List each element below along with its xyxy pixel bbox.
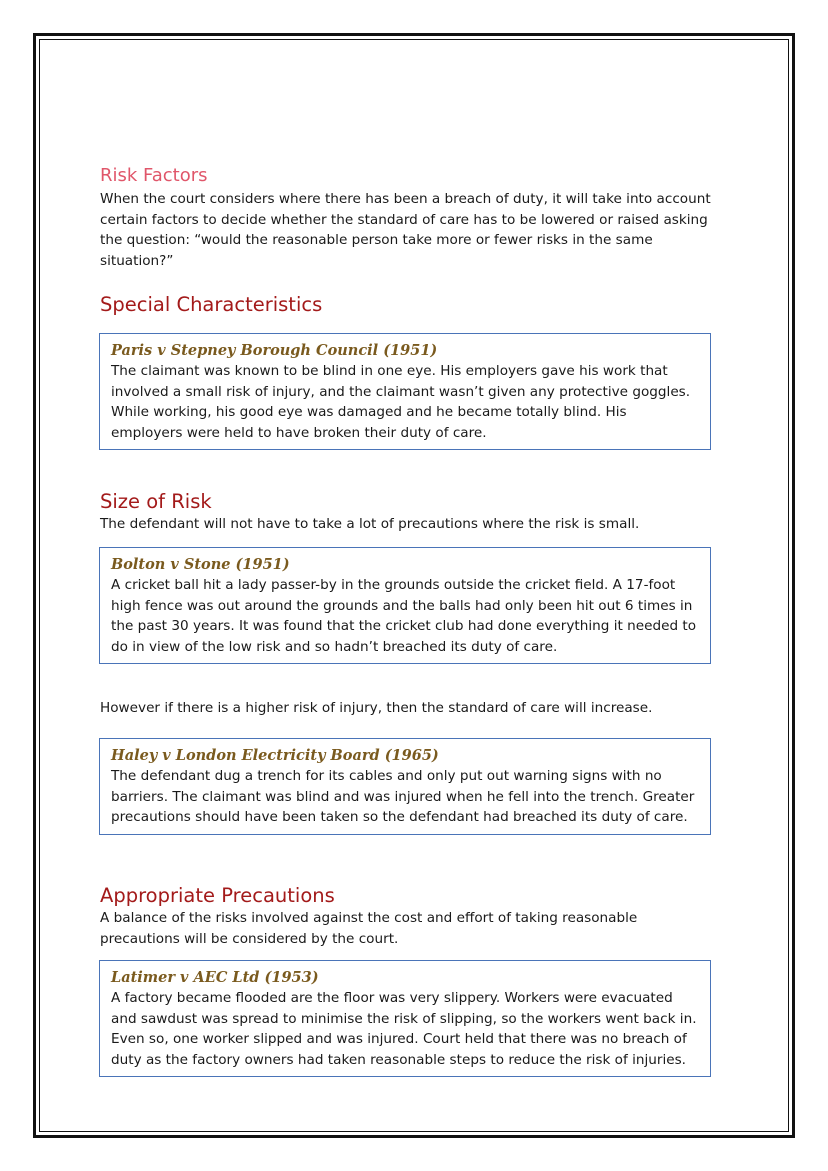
case-title-bolton: Bolton v Stone (1951)	[111, 556, 290, 573]
heading-size-of-risk: Size of Risk	[100, 490, 212, 513]
risk-factors-paragraph: When the court considers where there has been a breach of duty, it will take into account certain factors to decide whether the standard of care has to be lowered or raised asking the question: “would the reasonable person take more or fewer risks in the same situation?”	[100, 191, 711, 270]
case-box-paris	[99, 333, 711, 450]
case-text-latimer: A factory became flooded are the floor was very slippery. Workers were evacuated and sawdust was spread to minimise the risk of slipping, so the workers went back in. Even so, one worker slipped and was injured. Court held that there was no breach of duty as the factory owners had taken reasonable steps to reduce the risk of injuries.	[111, 990, 697, 1068]
case-title-haley: Haley v London Electricity Board (1965)	[111, 747, 439, 764]
case-box-latimer	[99, 960, 711, 1077]
case-text-bolton: A cricket ball hit a lady passer-by in the grounds outside the cricket field. A 17-foot high fence was out around the grounds and the balls had only been hit out 6 times in the past 30 years. It was found that the cricket club had done everything it needed to do in view of the low risk and so hadn’t breached its duty of care.	[111, 577, 697, 655]
heading-special-characteristics: Special Characteristics	[100, 293, 323, 316]
size-of-risk-paragraph: The defendant will not have to take a lot of precautions where the risk is small.	[100, 516, 640, 532]
case-box-haley	[99, 738, 711, 835]
case-text-paris: The claimant was known to be blind in one eye. His employers gave his work that involved a small risk of injury, and the claimant wasn’t given any protective goggles. While working, his good eye was damaged and he became totally blind. His employers were held to have broken their duty of care.	[111, 363, 691, 441]
case-box-bolton	[99, 547, 711, 664]
case-title-paris: Paris v Stepney Borough Council (1951)	[111, 342, 438, 359]
case-text-haley: The defendant dug a trench for its cables and only put out warning signs with no barriers. The claimant was blind and was injured when he fell into the trench. Greater precautions should have been taken so the defendant had breached its duty of care.	[111, 768, 695, 826]
heading-risk-factors: Risk Factors	[100, 165, 208, 186]
heading-appropriate-precautions: Appropriate Precautions	[100, 884, 335, 907]
appropriate-precautions-paragraph: A balance of the risks involved against the cost and effort of taking reasonable precautions will be considered by the court.	[100, 910, 638, 947]
higher-risk-paragraph: However if there is a higher risk of injury, then the standard of care will increase.	[100, 700, 653, 716]
case-title-latimer: Latimer v AEC Ltd (1953)	[111, 969, 319, 986]
